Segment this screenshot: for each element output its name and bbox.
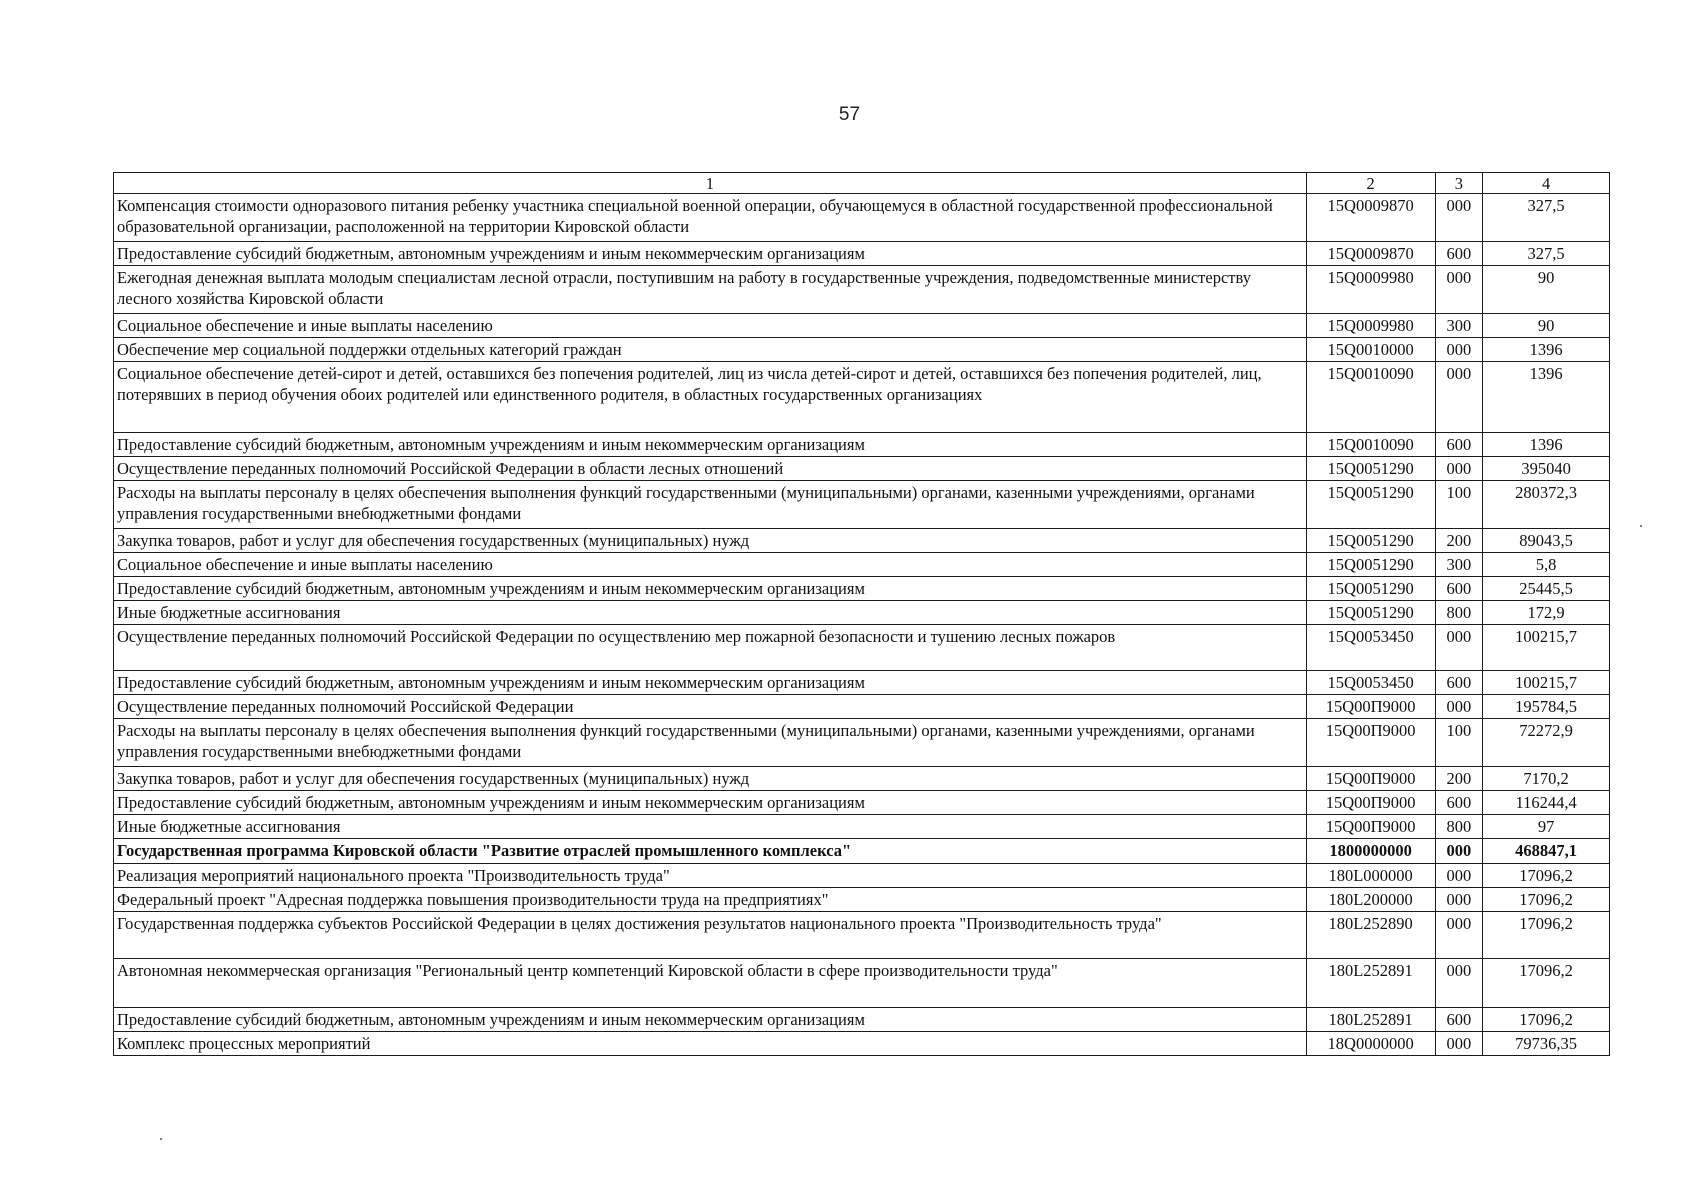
row-code-cell: 15Q0010090 xyxy=(1306,433,1435,457)
page-number: 57 xyxy=(838,104,861,125)
table-row xyxy=(114,864,1610,888)
row-type-cell: 000 xyxy=(1435,864,1483,888)
row-code-cell: 18Q0000000 xyxy=(1306,1032,1435,1056)
row-amount-cell: 327,5 xyxy=(1483,242,1610,266)
table-row xyxy=(114,553,1610,577)
scan-speck xyxy=(1640,525,1642,527)
row-amount-cell: 17096,2 xyxy=(1483,888,1610,912)
row-code-cell: 15Q0051290 xyxy=(1306,577,1435,601)
row-code-cell: 15Q0009980 xyxy=(1306,314,1435,338)
row-name-cell: Иные бюджетные ассигнования xyxy=(114,815,1307,839)
row-amount-cell: 1396 xyxy=(1483,433,1610,457)
table-row xyxy=(114,815,1610,839)
row-amount-cell: 17096,2 xyxy=(1483,864,1610,888)
row-type-cell: 000 xyxy=(1435,362,1483,433)
table-row xyxy=(114,1008,1610,1032)
row-name-cell: Закупка товаров, работ и услуг для обеспечения государственных (муниципальных) нужд xyxy=(114,767,1307,791)
row-code-cell: 15Q0010090 xyxy=(1306,362,1435,433)
table-row xyxy=(114,529,1610,553)
table-row-program-total xyxy=(114,839,1610,864)
row-amount-cell: 100215,7 xyxy=(1483,625,1610,671)
table-header-row xyxy=(114,173,1610,194)
table-row xyxy=(114,959,1610,1008)
row-amount-cell: 468847,1 xyxy=(1483,839,1610,864)
row-type-cell: 200 xyxy=(1435,767,1483,791)
scan-speck xyxy=(160,1138,162,1140)
table-row xyxy=(114,481,1610,529)
row-code-cell: 15Q00П9000 xyxy=(1306,767,1435,791)
row-code-cell: 15Q00П9000 xyxy=(1306,815,1435,839)
row-name-cell: Социальное обеспечение и иные выплаты населению xyxy=(114,314,1307,338)
row-name-cell: Предоставление субсидий бюджетным, автономным учреждениям и иным некоммерческим организациям xyxy=(114,671,1307,695)
row-code-cell: 15Q0009870 xyxy=(1306,242,1435,266)
row-name-cell: Иные бюджетные ассигнования xyxy=(114,601,1307,625)
row-name-cell: Предоставление субсидий бюджетным, автономным учреждениям и иным некоммерческим организациям xyxy=(114,577,1307,601)
row-name-cell: Обеспечение мер социальной поддержки отдельных категорий граждан xyxy=(114,338,1307,362)
row-name-cell: Социальное обеспечение и иные выплаты населению xyxy=(114,553,1307,577)
budget-table xyxy=(113,172,1610,1056)
row-code-cell: 15Q0051290 xyxy=(1306,481,1435,529)
row-code-cell: 180L252891 xyxy=(1306,1008,1435,1032)
row-type-cell: 600 xyxy=(1435,1008,1483,1032)
table-row xyxy=(114,888,1610,912)
row-code-cell: 15Q0051290 xyxy=(1306,457,1435,481)
row-name-cell: Федеральный проект "Адресная поддержка повышения производительности труда на предприятиях" xyxy=(114,888,1307,912)
row-type-cell: 300 xyxy=(1435,553,1483,577)
row-amount-cell: 5,8 xyxy=(1483,553,1610,577)
row-amount-cell: 25445,5 xyxy=(1483,577,1610,601)
table-row xyxy=(114,912,1610,959)
row-name-cell: Компенсация стоимости одноразового питания ребенку участника специальной военной операции, обучающемуся в областной государственной профессиональной образовательной организации, расположенной на территории Кировской области xyxy=(114,194,1307,242)
row-type-cell: 600 xyxy=(1435,671,1483,695)
row-name-cell: Осуществление переданных полномочий Российской Федерации по осуществлению мер пожарной безопасности и тушению лесных пожаров xyxy=(114,625,1307,671)
row-name-cell: Комплекс процессных мероприятий xyxy=(114,1032,1307,1056)
row-name-cell: Осуществление переданных полномочий Российской Федерации в области лесных отношений xyxy=(114,457,1307,481)
row-code-cell: 15Q0009870 xyxy=(1306,194,1435,242)
column-header-2: 2 xyxy=(1306,173,1435,194)
row-amount-cell: 89043,5 xyxy=(1483,529,1610,553)
table-row xyxy=(114,433,1610,457)
row-amount-cell: 100215,7 xyxy=(1483,671,1610,695)
row-code-cell: 15Q0051290 xyxy=(1306,553,1435,577)
row-name-cell: Реализация мероприятий национального проекта "Производительность труда" xyxy=(114,864,1307,888)
row-name-cell: Осуществление переданных полномочий Российской Федерации xyxy=(114,695,1307,719)
row-type-cell: 000 xyxy=(1435,457,1483,481)
row-name-cell: Государственная поддержка субъектов Российской Федерации в целях достижения результатов национального проекта "Производительность труда" xyxy=(114,912,1307,959)
row-amount-cell: 327,5 xyxy=(1483,194,1610,242)
table-row xyxy=(114,767,1610,791)
column-header-3: 3 xyxy=(1435,173,1483,194)
row-code-cell: 1800000000 xyxy=(1306,839,1435,864)
row-amount-cell: 195784,5 xyxy=(1483,695,1610,719)
table-row xyxy=(114,1032,1610,1056)
column-header-1: 1 xyxy=(114,173,1307,194)
row-name-cell: Закупка товаров, работ и услуг для обеспечения государственных (муниципальных) нужд xyxy=(114,529,1307,553)
row-name-cell: Государственная программа Кировской области "Развитие отраслей промышленного комплекса" xyxy=(114,839,1307,864)
row-type-cell: 800 xyxy=(1435,815,1483,839)
table-row xyxy=(114,719,1610,767)
row-type-cell: 000 xyxy=(1435,194,1483,242)
row-amount-cell: 90 xyxy=(1483,266,1610,314)
row-type-cell: 600 xyxy=(1435,242,1483,266)
row-type-cell: 000 xyxy=(1435,266,1483,314)
row-name-cell: Социальное обеспечение детей-сирот и детей, оставшихся без попечения родителей, лиц из числа детей-сирот и детей, оставшихся без попечения родителей, лиц, потерявших в период обучения обоих родителей или единственного родителя, в областных государственных организациях xyxy=(114,362,1307,433)
row-name-cell: Ежегодная денежная выплата молодым специалистам лесной отрасли, поступившим на работу в государственные учреждения, подведомственные министерству лесного хозяйства Кировской области xyxy=(114,266,1307,314)
row-type-cell: 800 xyxy=(1435,601,1483,625)
row-name-cell: Автономная некоммерческая организация "Региональный центр компетенций Кировской области в сфере производительности труда" xyxy=(114,959,1307,1008)
row-name-cell: Расходы на выплаты персоналу в целях обеспечения выполнения функций государственными (муниципальными) органами, казенными учреждениями, органами управления государственными внебюджетными фондами xyxy=(114,481,1307,529)
table-row xyxy=(114,242,1610,266)
row-type-cell: 300 xyxy=(1435,314,1483,338)
row-amount-cell: 280372,3 xyxy=(1483,481,1610,529)
row-amount-cell: 172,9 xyxy=(1483,601,1610,625)
row-name-cell: Расходы на выплаты персоналу в целях обеспечения выполнения функций государственными (муниципальными) органами, казенными учреждениями, органами управления государственными внебюджетными фондами xyxy=(114,719,1307,767)
row-type-cell: 000 xyxy=(1435,888,1483,912)
row-type-cell: 000 xyxy=(1435,695,1483,719)
row-amount-cell: 72272,9 xyxy=(1483,719,1610,767)
row-code-cell: 15Q0051290 xyxy=(1306,529,1435,553)
row-code-cell: 15Q00П9000 xyxy=(1306,791,1435,815)
row-amount-cell: 1396 xyxy=(1483,338,1610,362)
row-name-cell: Предоставление субсидий бюджетным, автономным учреждениям и иным некоммерческим организациям xyxy=(114,433,1307,457)
row-type-cell: 000 xyxy=(1435,959,1483,1008)
row-amount-cell: 79736,35 xyxy=(1483,1032,1610,1056)
row-code-cell: 15Q0053450 xyxy=(1306,671,1435,695)
table-row xyxy=(114,362,1610,433)
row-amount-cell: 17096,2 xyxy=(1483,912,1610,959)
row-code-cell: 15Q0051290 xyxy=(1306,601,1435,625)
row-code-cell: 15Q0053450 xyxy=(1306,625,1435,671)
table-row xyxy=(114,671,1610,695)
column-header-4: 4 xyxy=(1483,173,1610,194)
row-type-cell: 100 xyxy=(1435,481,1483,529)
row-name-cell: Предоставление субсидий бюджетным, автономным учреждениям и иным некоммерческим организациям xyxy=(114,242,1307,266)
row-code-cell: 180L252890 xyxy=(1306,912,1435,959)
row-amount-cell: 7170,2 xyxy=(1483,767,1610,791)
row-code-cell: 180L000000 xyxy=(1306,864,1435,888)
row-type-cell: 200 xyxy=(1435,529,1483,553)
row-amount-cell: 116244,4 xyxy=(1483,791,1610,815)
row-type-cell: 100 xyxy=(1435,719,1483,767)
row-name-cell: Предоставление субсидий бюджетным, автономным учреждениям и иным некоммерческим организациям xyxy=(114,791,1307,815)
row-type-cell: 000 xyxy=(1435,839,1483,864)
row-amount-cell: 17096,2 xyxy=(1483,1008,1610,1032)
row-amount-cell: 17096,2 xyxy=(1483,959,1610,1008)
row-type-cell: 000 xyxy=(1435,912,1483,959)
table-row xyxy=(114,577,1610,601)
row-type-cell: 000 xyxy=(1435,1032,1483,1056)
row-code-cell: 15Q0010000 xyxy=(1306,338,1435,362)
row-type-cell: 000 xyxy=(1435,338,1483,362)
table-row xyxy=(114,314,1610,338)
table-row xyxy=(114,457,1610,481)
table-row xyxy=(114,338,1610,362)
table-row xyxy=(114,625,1610,671)
row-name-cell: Предоставление субсидий бюджетным, автономным учреждениям и иным некоммерческим организациям xyxy=(114,1008,1307,1032)
row-type-cell: 600 xyxy=(1435,433,1483,457)
row-type-cell: 600 xyxy=(1435,577,1483,601)
table-row xyxy=(114,601,1610,625)
row-type-cell: 600 xyxy=(1435,791,1483,815)
row-code-cell: 15Q00П9000 xyxy=(1306,695,1435,719)
row-code-cell: 180L200000 xyxy=(1306,888,1435,912)
row-code-cell: 180L252891 xyxy=(1306,959,1435,1008)
table-row xyxy=(114,194,1610,242)
row-code-cell: 15Q00П9000 xyxy=(1306,719,1435,767)
row-amount-cell: 395040 xyxy=(1483,457,1610,481)
row-type-cell: 000 xyxy=(1435,625,1483,671)
table-row xyxy=(114,266,1610,314)
row-code-cell: 15Q0009980 xyxy=(1306,266,1435,314)
table-row xyxy=(114,695,1610,719)
table-row xyxy=(114,791,1610,815)
row-amount-cell: 1396 xyxy=(1483,362,1610,433)
row-amount-cell: 97 xyxy=(1483,815,1610,839)
row-amount-cell: 90 xyxy=(1483,314,1610,338)
